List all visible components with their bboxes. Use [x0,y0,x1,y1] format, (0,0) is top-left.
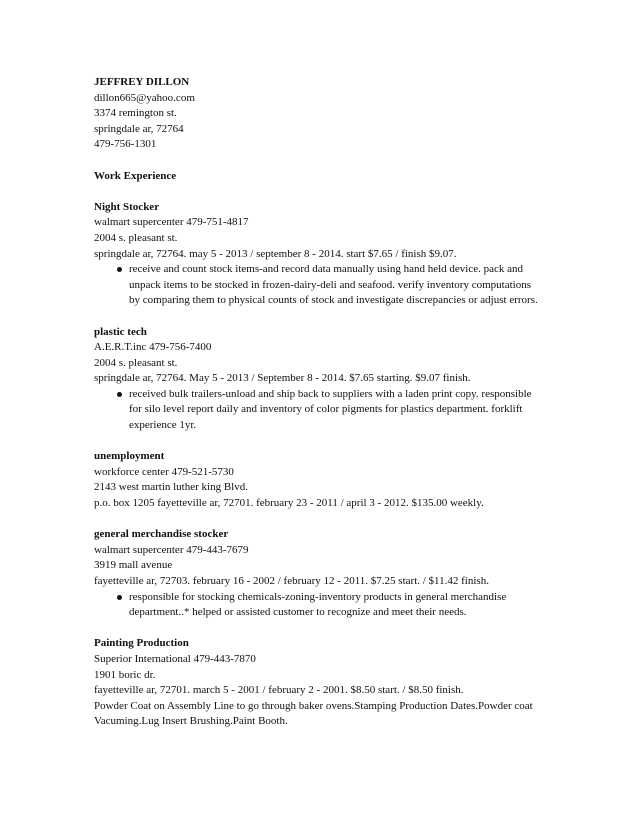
job-dates: fayetteville ar, 72701. march 5 - 2001 / february 2 - 2001. $8.50 start. / $8.50 finish. [94,684,464,697]
job-address: 2004 s. pleasant st. [94,231,178,244]
applicant-street: 3374 remington st. [94,107,177,120]
job-title: plastic tech [94,325,147,338]
job-duties-list [94,590,544,621]
applicant-phone: 479-756-1301 [94,138,157,151]
spacer [94,184,544,200]
job-address: 1901 boric dr. [94,668,156,681]
job-duty-text: received bulk trailers-unload and ship back to suppliers with a laden print copy. responsible for silo level report daily and inventory of color pigments for plastics department. forklift experience 1yr. [129,387,532,432]
job-entry [94,200,544,309]
job-duty-text: responsible for stocking chemicals-zoning-inventory products in general merchandise department..* helped or assisted customer to recognize and meet their needs. [129,590,507,619]
applicant-name: JEFFREY DILLON [94,76,190,88]
job-employer: walmart supercenter 479-751-4817 [94,216,249,229]
job-address: 2143 west martin luther king Blvd. [94,481,248,494]
job-dates: fayetteville ar, 72703. february 16 - 2002 / february 12 - 2011. $7.25 start. / $11.42 finish. [94,575,489,587]
job-employer: workforce center 479-521-5730 [94,465,234,478]
job-entry [94,636,544,730]
job-employer: Superior International 479-443-7870 [94,652,256,665]
spacer [94,153,544,169]
job-title: general merchandise stocker [94,528,229,541]
job-dates: p.o. box 1205 fayetteville ar, 72701. february 23 - 2011 / april 3 - 2012. $135.00 weekly. [94,497,484,510]
spacer [94,512,544,528]
applicant-email: dillon665@yahoo.com [94,91,195,104]
job-title: Night Stocker [94,200,160,213]
job-title: Painting Production [94,637,189,650]
job-employer: A.E.R.T.inc 479-756-7400 [94,341,212,354]
job-address: 3919 mall avenue [94,559,173,572]
job-employer: walmart supercenter 479-443-7679 [94,543,249,556]
job-dates: springdale ar, 72764. may 5 - 2013 / september 8 - 2014. start $7.65 / finish $9.07. [94,247,457,260]
job-title: unemployment [94,450,165,463]
job-duties-list [94,262,544,309]
job-duty-item [94,262,544,309]
spacer [94,621,544,637]
job-duty-item [94,590,544,621]
spacer [94,309,544,325]
job-details: Powder Coat on Assembly Line to go through baker ovens.Stamping Production Dates.Powder coat Vacuming.Lug Insert Brushing.Paint Booth. [94,699,533,728]
job-dates: springdale ar, 72764. May 5 - 2013 / September 8 - 2014. $7.65 starting. $9.07 finish. [94,372,471,385]
resume-page [94,75,544,730]
job-entry [94,325,544,434]
bullet-icon [117,267,122,272]
job-duty-item [94,387,544,434]
bullet-icon [117,595,122,600]
job-duties-list [94,387,544,434]
job-duty-text: receive and count stock items-and record data manually using hand held device. pack and unpack items to be stocked in frozen-dairy-deli and seafood. verify inventory computations by comparing them to physical counts of stock and investigate discrepancies or adjust errors. [129,263,538,307]
job-address: 2004 s. pleasant st. [94,356,178,369]
job-entry [94,449,544,511]
applicant-city: springdale ar, 72764 [94,122,184,135]
job-entry [94,527,544,621]
spacer [94,434,544,450]
section-title-work-experience: Work Experience [94,169,177,182]
bullet-icon [117,392,122,397]
